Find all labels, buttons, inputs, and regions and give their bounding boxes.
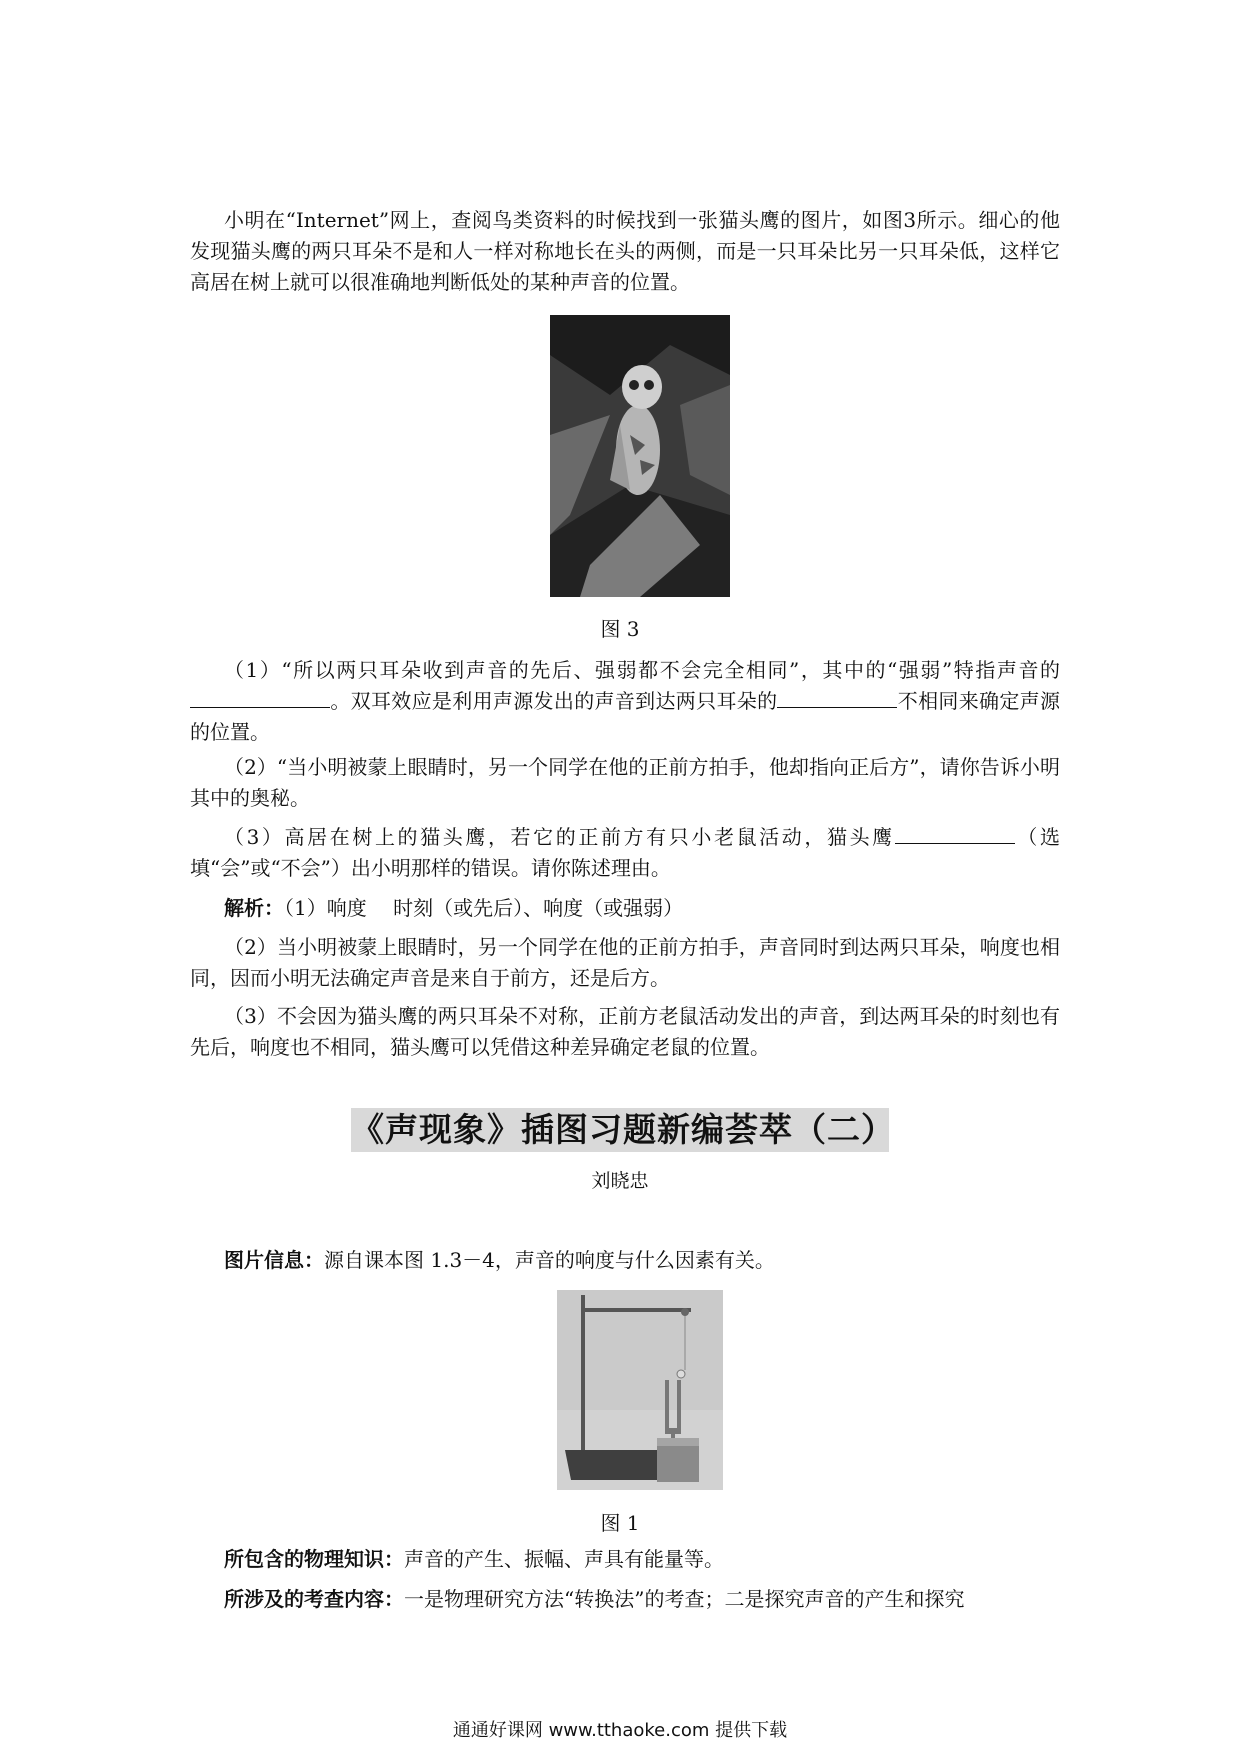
exam-content [190,1584,1060,1615]
answer-2: （2）当小明被蒙上眼睛时，另一个同学在他的正前方拍手，声音同时到达两只耳朵，响度也相同，因而小明无法确定声音是来自于前方，还是后方。 [190,935,1060,990]
question-1-part-a: （1）“所以两只耳朵收到声音的先后、强弱都不会完全相同”，其中的“强弱”特指声音的 [224,658,1060,682]
article-author: 刘晓忠 [591,1170,649,1192]
answer-blank [777,687,897,708]
figure1-caption: 图 1 [600,1511,640,1535]
article-title-banner [351,1108,895,1152]
answer-3: （3）不会因为猫头鹰的两只耳朵不对称，正前方老鼠活动发出的声音，到达两耳朵的时刻也有先后，响度也不相同，猫头鹰可以凭借这种差异确定老鼠的位置。 [190,1004,1060,1059]
figure3-caption: 图 3 [600,617,640,641]
answer-blank [190,687,330,708]
answer-label: 解析： [224,896,284,920]
physics-knowledge-label: 所包含的物理知识： [224,1547,404,1571]
answer-blank [895,823,1015,844]
article-title: 《声现象》插图习题新编荟萃（二） [351,1110,895,1149]
picture-info [190,1245,1060,1276]
question-1 [190,655,1060,748]
answer-1 [190,893,1060,924]
page-footer: 通通好课网 www.tthaoke.com 提供下载 [452,1720,788,1741]
physics-knowledge [190,1544,1060,1575]
physics-knowledge-text: 声音的产生、振幅、声具有能量等。 [404,1547,724,1571]
picture-info-label: 图片信息： [224,1248,324,1272]
question-3 [190,822,1060,884]
owl-photo [550,315,730,597]
question-1-part-b: 。双耳效应是利用声源发出的声音到达两只耳朵的 [330,689,778,713]
answer-1-text: （1）响度 时刻（或先后）、响度（或强弱） [284,896,684,920]
exam-content-text: 一是物理研究方法“转换法”的考查；二是探究声音的产生和探究 [404,1587,965,1611]
question-3-part-b: （选填“会”或“不会”）出小明那样的错误。请你陈述理由。 [190,825,1061,880]
tuning-fork-photo [557,1290,723,1490]
intro-paragraph: 小明在“Internet”网上，查阅鸟类资料的时候找到一张猫头鹰的图片，如图3所示。细心的他发现猫头鹰的两只耳朵不是和人一样对称地长在头的两侧，而是一只耳朵比另一只耳朵低，这样它高居在树上就可以很准确地判断低处的某种声音的位置。 [190,208,1060,294]
question-3-part-a: （3）高居在树上的猫头鹰，若它的正前方有只小老鼠活动，猫头鹰 [224,825,895,849]
question-2: （2）“当小明被蒙上眼睛时，另一个同学在他的正前方拍手，他却指向正后方”，请你告诉小明其中的奥秘。 [190,755,1060,810]
picture-info-text: 源自课本图 1.3－4，声音的响度与什么因素有关。 [324,1248,775,1272]
question-1-part-c: 不相同来确定声源的位置。 [190,689,1061,744]
exam-content-label: 所涉及的考查内容： [224,1587,404,1611]
